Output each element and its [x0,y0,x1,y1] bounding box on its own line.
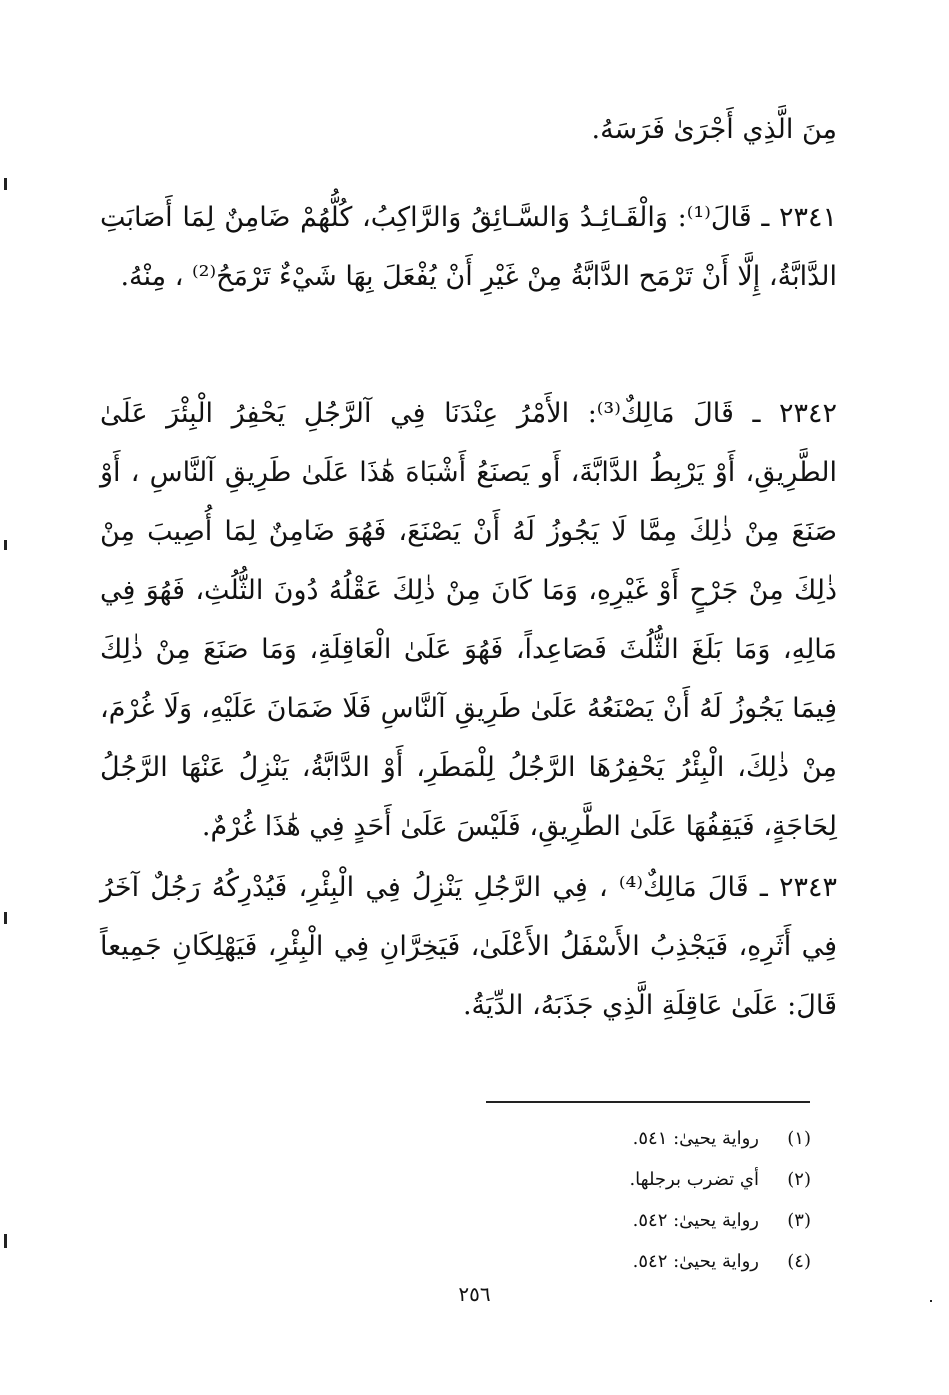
footnote-text: رواية يحيىٰ: ٥٤١. [632,1128,759,1149]
scan-mark [4,912,7,924]
scan-mark [4,540,7,550]
page-number: ٢٥٦ [458,1282,491,1306]
footnote-number: (٣) [787,1210,811,1231]
footnote-2 [471,1159,811,1200]
footnote-1 [471,1118,811,1159]
footnote-number: (٢) [787,1169,811,1190]
paragraph-2342: ٢٣٤٢ ـ قَالَ مَالِكٌ⁽³⁾: الأَمْرُ عِنْدَنَا فِي آلرَّجُلِ يَحْفِرُ الْبِئْرَ عَلَىٰ الطَّرِيقِ، أَوْ يَرْبِطُ الدَّابَّةَ، أَو يَصنَعُ أَشْبَاهَ هَٰذَا عَلَىٰ طَرِيقِ آلنَّاسِ ، أَوْ صَنَعَ مِنْ ذٰلِكَ مِمَّا لَا يَجُوزُ لَهُ أَنْ يَصْنَعَ، فَهُوَ ضَامِنٌ لِمَا أُصِيبَ مِنْ ذٰلِكَ مِنْ جَرْحٍ أَوْ غَيْرِهِ، وَمَا كَانَ مِنْ ذٰلِكَ عَقْلُهُ دُونَ الثُّلُثِ، فَهُوَ فِي مَالِهِ، وَمَا بَلَغَ الثُّلُثَ فَصَاعِداً، فَهُوَ عَلَىٰ الْعَاقِلَةِ، وَمَا صَنَعَ مِنْ ذٰلِكَ فِيمَا يَجُوزُ لَهُ أَنْ يَصْنَعُهُ عَلَىٰ طَرِيقِ آلنَّاسِ فَلَا ضَمَانَ عَلَيْهِ، وَلَا غُرْمَ، مِنْ ذٰلِكَ، الْبِئْرُ يَحْفِرُهَا الرَّجُلُ لِلْمَطَرِ، أَوْ الدَّابَّةُ، يَنْزِلُ عَنْهَا الرَّجُلُ لِحَاجَةٍ، فَيَقِفُهَا عَلَىٰ الطَّرِيقِ، فَلَيْسَ عَلَىٰ أَحَدٍ فِي هَٰذَا غُرْمٌ. [100,398,837,842]
paragraph-2343: ٢٣٤٣ ـ قَالَ مَالِكٌ⁽⁴⁾ ، فِي الرَّجُلِ يَنْزِلُ فِي الْبِئْرِ، فَيُدْرِكُهُ رَجُلٌ آخَرُ فِي أَثَرِهِ، فَيَجْذِبُ الأَسْفَلُ الأَعْلَىٰ، فَيَخِرَّانِ فِي الْبِئْرِ، فَيَهْلِكَانِ جَمِيعاً قَالَ: عَلَىٰ عَاقِلَةِ الَّذِي جَذَبَهُ، الدِّيَةُ. [100,872,837,1021]
footnote-text: أي تضرب برجلها. [629,1169,759,1190]
scan-mark [4,1234,7,1248]
footnote-text: رواية يحيىٰ: ٥٤٢. [632,1210,759,1231]
paragraph-continuation: مِنَ الَّذِي أَجْرَىٰ فَرَسَهُ. [591,114,837,145]
footnotes [471,1118,811,1282]
scan-mark [930,1300,932,1302]
footnote-number: (٤) [787,1251,811,1272]
paragraph-2341: ٢٣٤١ ـ قَالَ⁽¹⁾: وَالْقَـائِـدُ وَالسَّـائِقُ وَالرَّاكِبُ، كُلُّهُمْ ضَامِنٌ لِمَا أَصَابَتِ الدَّابَّةُ، إِلَّا أَنْ تَرْمَح الدَّابَّةُ مِنْ غَيْرِ أَنْ يُفْعَلَ بِهَا شَيْءٌ تَرْمَحُ⁽²⁾ ، مِنْهُ. [100,202,837,292]
footnote-number: (١) [787,1128,811,1149]
footnote-3 [471,1200,811,1241]
scan-mark [4,178,7,190]
footnote-text: رواية يحيىٰ: ٥٤٢. [632,1251,759,1272]
footnote-4 [471,1241,811,1282]
footnote-separator [486,1101,810,1103]
